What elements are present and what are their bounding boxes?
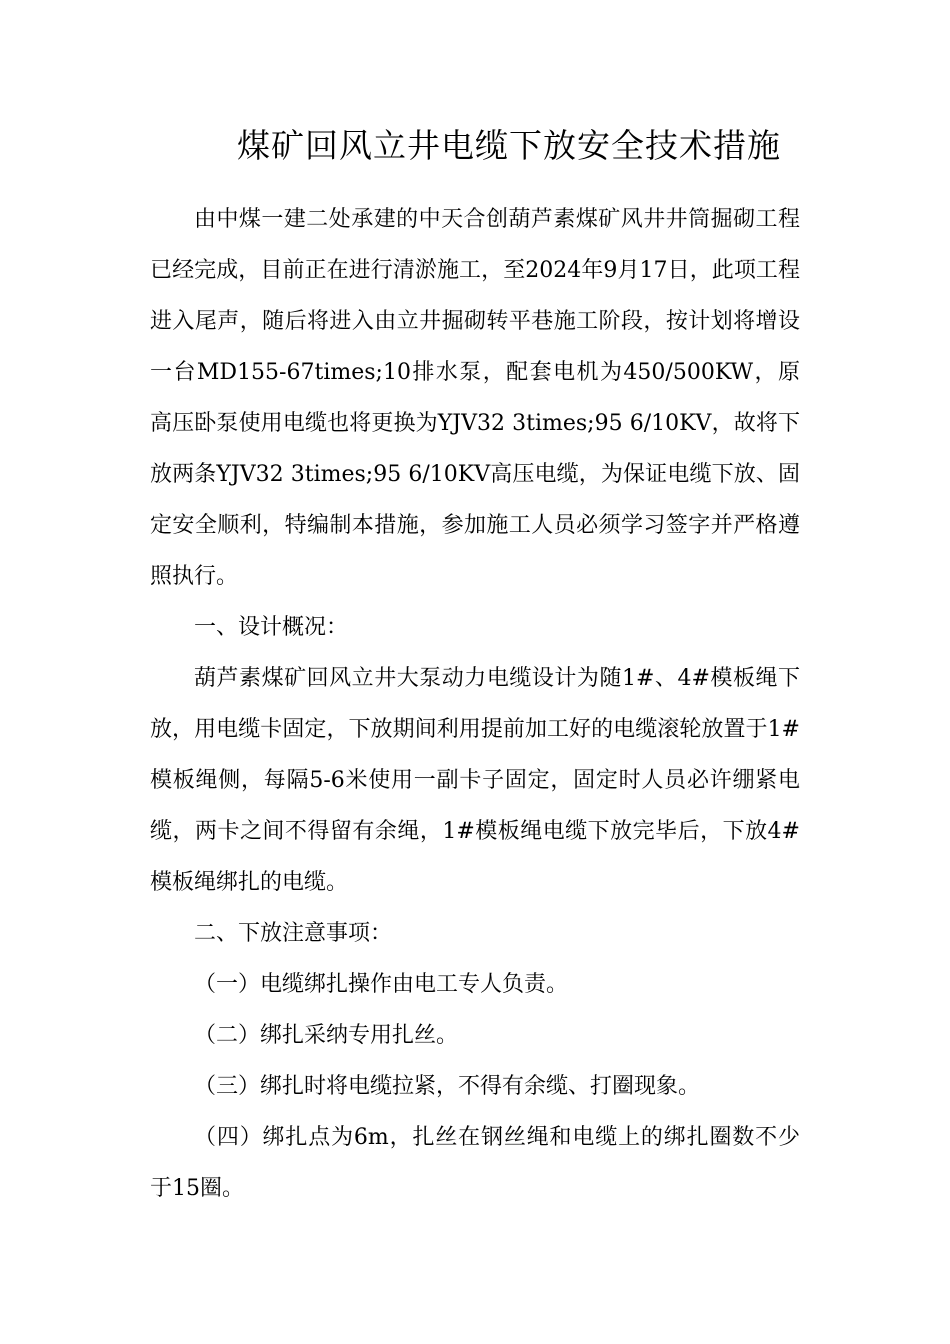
document-body (150, 194, 800, 1214)
section-2-item: （四）绑扎点为6m，扎丝在钢丝绳和电缆上的绑扎圈数不少于15圈。 (150, 1125, 800, 1201)
intro-paragraph: 由中煤一建二处承建的中天合创葫芦素煤矿风井井筒掘砌工程已经完成，目前正在进行清淤施工，至2024年9月17日，此项工程进入尾声，随后将进入由立井掘砌转平巷施工阶段，按计划将增设一台MD155-67times;10排水泵，配套电机为450/500KW，原高压卧泵使用电缆也将更换为YJV32 3times;95 6/10KV，故将下放两条YJV32 3times;95 6/10KV高压电缆，为保证电缆下放、固定安全顺利，特编制本措施，参加施工人员必须学习签字并严格遵照执行。 (150, 207, 800, 589)
document-title-text: 煤矿回风立井电缆下放安全技术措施 (237, 126, 781, 165)
section-2-item: （三）绑扎时将电缆拉紧，不得有余缆、打圈现象。 (194, 1074, 701, 1099)
section-2-item: （一）电缆绑扎操作由电工专人负责。 (194, 972, 569, 997)
document-title (0, 120, 950, 167)
section-2-item: （二）绑扎采纳专用扎丝。 (194, 1023, 459, 1048)
section-1-paragraph: 葫芦素煤矿回风立井大泵动力电缆设计为随1#、4#模板绳下放，用电缆卡固定，下放期间利用提前加工好的电缆滚轮放置于1#模板绳侧，每隔5-6米使用一副卡子固定，固定时人员必许绷紧电缆，两卡之间不得留有余绳，1#模板绳电缆下放完毕后，下放4#模板绳绑扎的电缆。 (150, 666, 800, 895)
section-1-heading: 一、设计概况： (194, 615, 349, 640)
section-2-heading: 二、下放注意事项： (194, 921, 393, 946)
